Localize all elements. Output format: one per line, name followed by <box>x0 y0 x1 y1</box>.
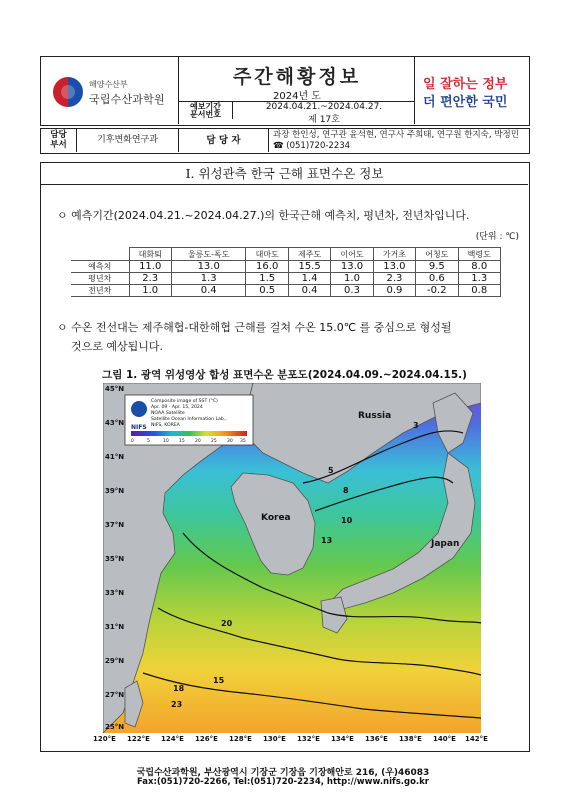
lat-label: 41°N <box>105 453 125 461</box>
contour-label: 15 <box>213 676 225 685</box>
row-label: 평년차 <box>71 273 129 285</box>
slogan-cell <box>415 57 529 124</box>
slogan-line-1: 일 잘하는 정부 <box>423 77 508 92</box>
legend-line: NOAA Satellite <box>151 411 185 416</box>
table-header: 제주도 <box>288 248 330 261</box>
scale-tick: 15 <box>179 439 185 444</box>
map-legend <box>125 395 253 445</box>
table-header: 대마도 <box>246 248 288 261</box>
table-header: 울릉도-독도 <box>171 248 246 261</box>
lat-label: 29°N <box>105 657 125 665</box>
table-cell: 0.9 <box>373 285 415 297</box>
table-row <box>71 273 501 285</box>
table-cell: 2.3 <box>373 273 415 285</box>
scale-tick: 10 <box>163 439 169 444</box>
lon-label: 126°E <box>195 735 218 743</box>
table-cell: 0.6 <box>416 273 458 285</box>
legend-line: NIFS, KOREA <box>151 423 180 428</box>
contour-label: 8 <box>343 486 349 495</box>
table-header: 백령도 <box>458 248 500 261</box>
scale-tick: 30 <box>227 439 233 444</box>
document-title: 주간해황정보 <box>232 66 362 88</box>
table-cell: 0.3 <box>331 285 373 297</box>
phone-number: ☎ (051)720-2234 <box>273 141 351 151</box>
table-row <box>71 285 501 297</box>
lon-label: 130°E <box>263 735 286 743</box>
temperature-color-scale <box>131 431 247 436</box>
lat-label: 25°N <box>105 723 125 731</box>
scale-tick: 20 <box>195 439 201 444</box>
table-cell: 13.0 <box>331 261 373 273</box>
lon-label: 138°E <box>399 735 422 743</box>
table-cell: 9.5 <box>416 261 458 273</box>
table-cell: 1.3 <box>458 273 500 285</box>
persons-list: 과장 한인성, 연구관 윤석현, 연구사 주희태, 연구원 한지숙, 박정민 <box>273 130 519 140</box>
front-note-line-2: 것으로 예상됩니다. <box>71 340 164 353</box>
lat-label: 43°N <box>105 419 125 427</box>
table-header: 대화퇴 <box>129 248 171 261</box>
lat-label: 33°N <box>105 589 125 597</box>
ministry-name: 해양수산부 <box>89 80 128 89</box>
place-russia: Russia <box>358 411 392 421</box>
table-cell: 11.0 <box>129 261 171 273</box>
lat-label: 37°N <box>105 521 125 529</box>
contour-label: 5 <box>328 466 334 475</box>
contour-label: 10 <box>341 516 353 525</box>
table-cell: 13.0 <box>373 261 415 273</box>
lat-label: 31°N <box>105 623 125 631</box>
table-header: 이어도 <box>331 248 373 261</box>
table-cell: 1.3 <box>171 273 246 285</box>
lon-label: 132°E <box>297 735 320 743</box>
nifs-logo-icon <box>131 401 147 417</box>
sst-forecast-table <box>71 247 501 297</box>
main-section <box>40 162 530 752</box>
scale-tick: 5 <box>147 439 150 444</box>
table-cell: 13.0 <box>171 261 246 273</box>
table-cell: 1.0 <box>331 273 373 285</box>
government-emblem-icon <box>53 77 83 107</box>
table-cell: 0.8 <box>458 285 500 297</box>
table-cell: 0.4 <box>288 285 330 297</box>
table-cell: 0.5 <box>246 285 288 297</box>
department-row <box>40 128 530 154</box>
lon-label: 134°E <box>331 735 354 743</box>
forecast-period-row <box>179 101 415 125</box>
table-header-row <box>71 248 501 261</box>
lat-label: 27°N <box>105 691 125 699</box>
slogan-line-2: 더 편안한 국민 <box>423 95 508 110</box>
period-value: 2024.04.21.~2024.04.27. <box>265 102 383 112</box>
scale-tick: 0 <box>131 439 134 444</box>
persons-info <box>273 130 519 152</box>
table-header: 어청도 <box>416 248 458 261</box>
unit-label: (단위 : ℃) <box>475 232 519 242</box>
contour-label: 3 <box>413 421 419 430</box>
section-title: I. 위성관측 한국 근해 표면수온 정보 <box>41 163 528 185</box>
title-cell <box>179 57 415 124</box>
place-japan: Japan <box>431 539 460 549</box>
contour-label: 13 <box>321 536 333 545</box>
legend-line: Apr. 09 - Apr. 15, 2024 <box>151 405 203 410</box>
contour-label: 20 <box>221 619 233 628</box>
sst-map-figure <box>103 383 481 733</box>
lat-label: 45°N <box>105 385 125 393</box>
legend-logo-text: NIFS <box>131 424 147 431</box>
lon-label: 122°E <box>127 735 150 743</box>
footer-contact: Fax:(051)720-2266, Tel:(051)720-2234, http://www.nifs.go.kr <box>137 777 429 787</box>
lon-label: 136°E <box>365 735 388 743</box>
intro-text: ㅇ 예측기간(2024.04.21.~2024.04.27.)의 한국근해 예측치, 평년차, 전년차입니다. <box>57 209 470 222</box>
department-value: 기후변화연구과 <box>77 129 179 152</box>
header-table <box>40 56 530 126</box>
lon-label: 142°E <box>465 735 488 743</box>
scale-tick: 35 <box>240 439 246 444</box>
table-cell: 1.5 <box>246 273 288 285</box>
table-cell: 15.5 <box>288 261 330 273</box>
table-cell: 1.4 <box>288 273 330 285</box>
lat-label: 39°N <box>105 487 125 495</box>
place-korea: Korea <box>261 513 291 523</box>
legend-line: Composite image of SST (°C) <box>151 399 218 404</box>
lon-label: 120°E <box>93 735 116 743</box>
footer-address: 국립수산과학원, 부산광역시 기장군 기장읍 기장해안로 216, (우)46083 <box>136 768 430 778</box>
contour-label: 18 <box>173 684 185 693</box>
department-label: 담당 부서 <box>41 129 77 152</box>
period-label: 예보기간 <box>190 102 221 111</box>
docno-value: 제 17호 <box>308 115 340 125</box>
scale-tick: 25 <box>211 439 217 444</box>
row-label: 예측치 <box>71 261 129 273</box>
lon-label: 140°E <box>433 735 456 743</box>
sst-map-svg <box>103 383 481 733</box>
table-cell: 16.0 <box>246 261 288 273</box>
docno-label: 문서번호 <box>190 110 221 119</box>
front-note-line-1: ㅇ 수온 전선대는 제주해협-대한해협 근해를 걸쳐 수온 15.0℃ 를 중심으로 형성될 <box>57 321 452 334</box>
table-cell: 1.0 <box>129 285 171 297</box>
institute-name: 국립수산과학원 <box>89 93 165 106</box>
figure-caption: 그림 1. 광역 위성영상 합성 표면수온 분포도(2024.04.09.~2024.04.15.) <box>102 369 467 381</box>
contour-label: 23 <box>171 700 183 709</box>
table-cell: 8.0 <box>458 261 500 273</box>
table-cell: 2.3 <box>129 273 171 285</box>
table-header: 가거초 <box>373 248 415 261</box>
person-label: 담 당 자 <box>179 129 269 152</box>
lon-label: 128°E <box>229 735 252 743</box>
longitude-labels <box>93 735 493 747</box>
table-row <box>71 261 501 273</box>
table-cell: -0.2 <box>416 285 458 297</box>
lon-label: 124°E <box>161 735 184 743</box>
lat-label: 35°N <box>105 555 125 563</box>
row-label: 전년차 <box>71 285 129 297</box>
table-cell: 0.4 <box>171 285 246 297</box>
legend-line: Satellite Ocean Information Lab., <box>151 417 227 422</box>
document-year: 2024년 도 <box>273 91 321 102</box>
logo-cell <box>41 57 179 124</box>
